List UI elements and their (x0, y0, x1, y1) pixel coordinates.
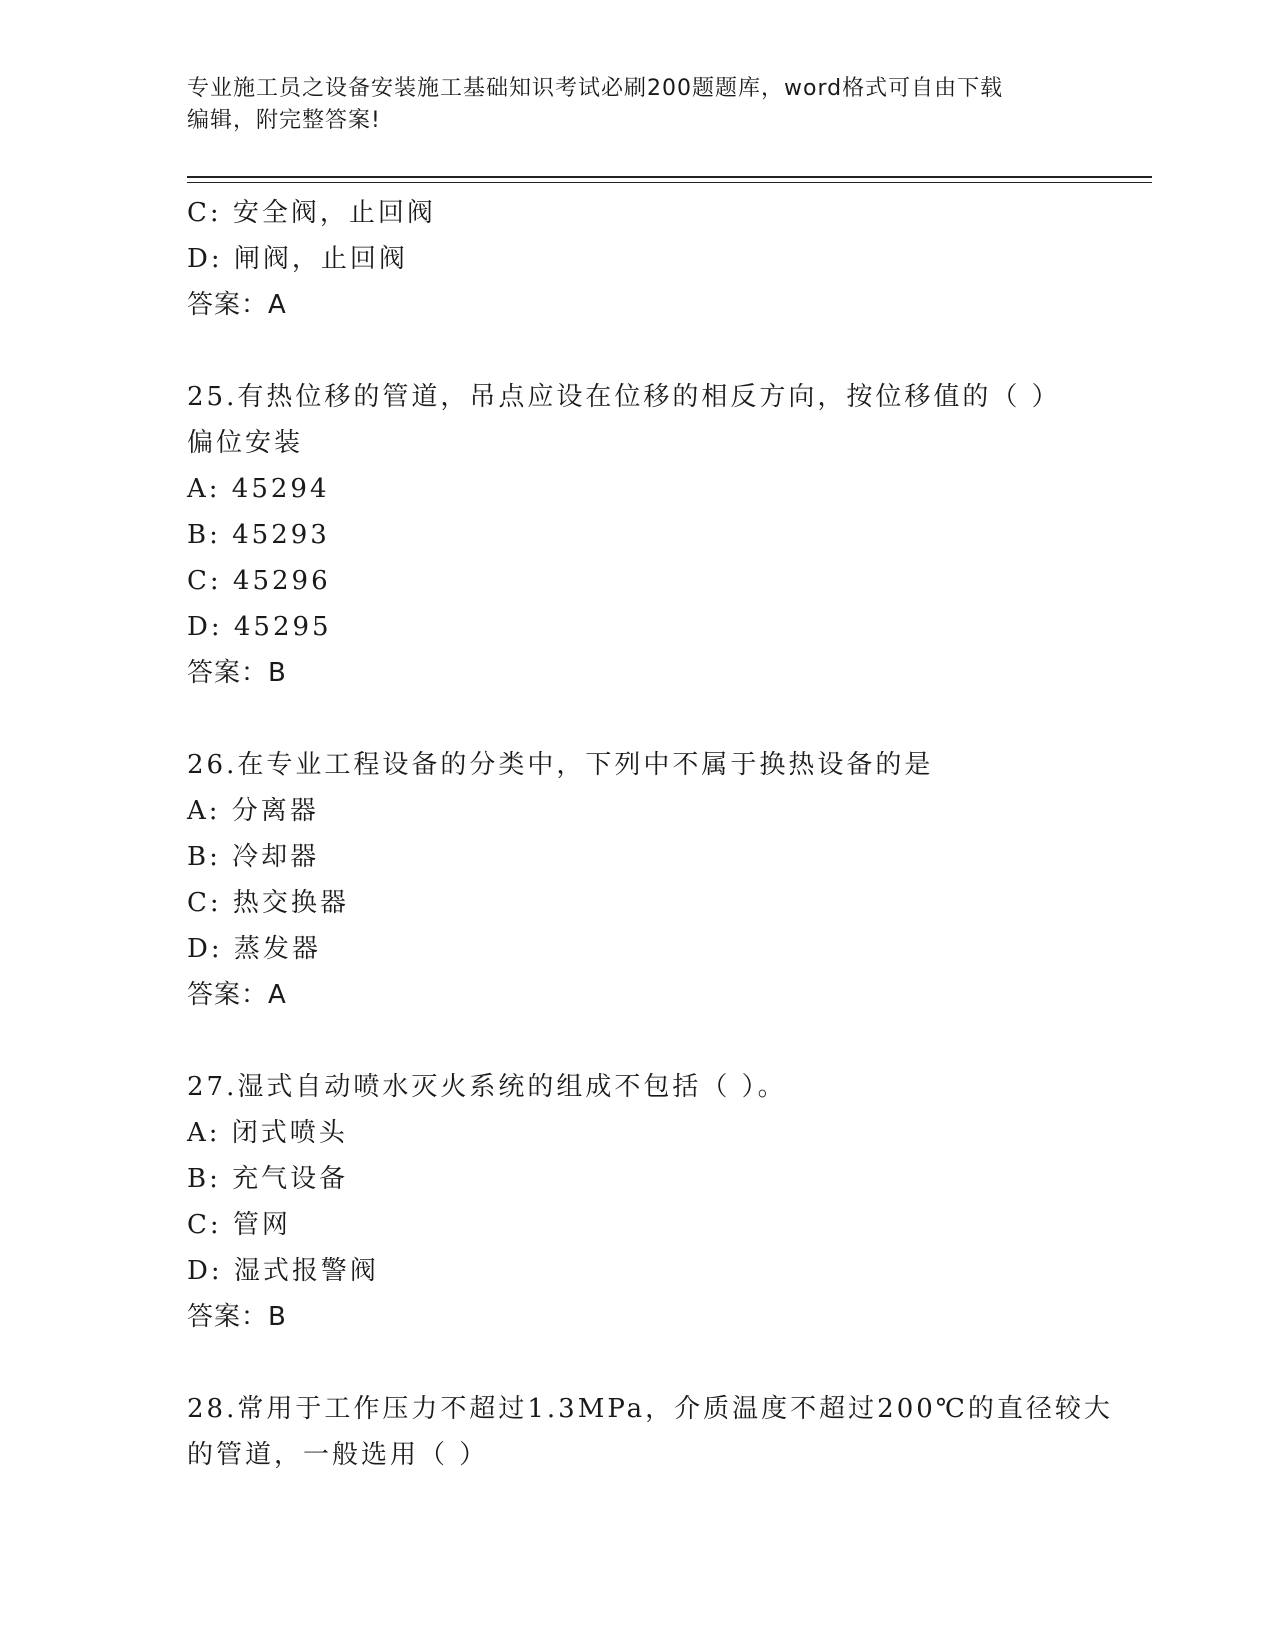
option-b: B: 充气设备 (187, 1164, 349, 1194)
question-stem: 27.湿式自动喷水灭火系统的组成不包括（ ）。 (187, 1072, 787, 1102)
answer: 答案：B (187, 658, 287, 688)
option-d: D: 蒸发器 (187, 934, 321, 964)
option-c: C: 热交换器 (187, 888, 349, 918)
option-b: B: 冷却器 (187, 842, 320, 872)
question-stem: 26.在专业工程设备的分类中，下列中不属于换热设备的是 (187, 750, 934, 780)
document-header (187, 73, 1087, 137)
question-stem: 偏位安装 (187, 428, 304, 458)
option-a: A: 45294 (187, 474, 330, 504)
answer: 答案：A (187, 980, 287, 1010)
question-25 (187, 374, 1087, 696)
option-a: A: 分离器 (187, 796, 319, 826)
option-b: B: 45293 (187, 520, 330, 550)
question-28 (187, 1386, 1113, 1478)
question-26 (187, 742, 1087, 1018)
header-title-line-2: 编辑，附完整答案! (187, 108, 381, 133)
option-d: D: 闸阀，止回阀 (187, 244, 408, 274)
option-d: D: 45295 (187, 612, 332, 642)
question-stem: 的管道，一般选用（ ） (187, 1440, 489, 1470)
option-d: D: 湿式报警阀 (187, 1256, 379, 1286)
question-stem: 25.有热位移的管道，吊点应设在位移的相反方向，按位移值的（ ） (187, 382, 1061, 412)
header-title-line-1: 专业施工员之设备安装施工基础知识考试必刷200题题库，word格式可自由下载 (187, 76, 1004, 101)
header-rule-thick (187, 176, 1152, 178)
question-stem: 28.常用于工作压力不超过1.3MPa，介质温度不超过200℃的直径较大 (187, 1394, 1113, 1424)
answer: 答案：A (187, 290, 287, 320)
answer: 答案：B (187, 1302, 287, 1332)
option-a: A: 闭式喷头 (187, 1118, 348, 1148)
option-c: C: 安全阀，止回阀 (187, 198, 436, 228)
option-c: C: 管网 (187, 1210, 291, 1240)
document-body (187, 190, 1113, 1478)
question-27 (187, 1064, 1087, 1340)
question-24-continued (187, 190, 1087, 328)
option-c: C: 45296 (187, 566, 331, 596)
header-rule-thin (187, 182, 1152, 183)
